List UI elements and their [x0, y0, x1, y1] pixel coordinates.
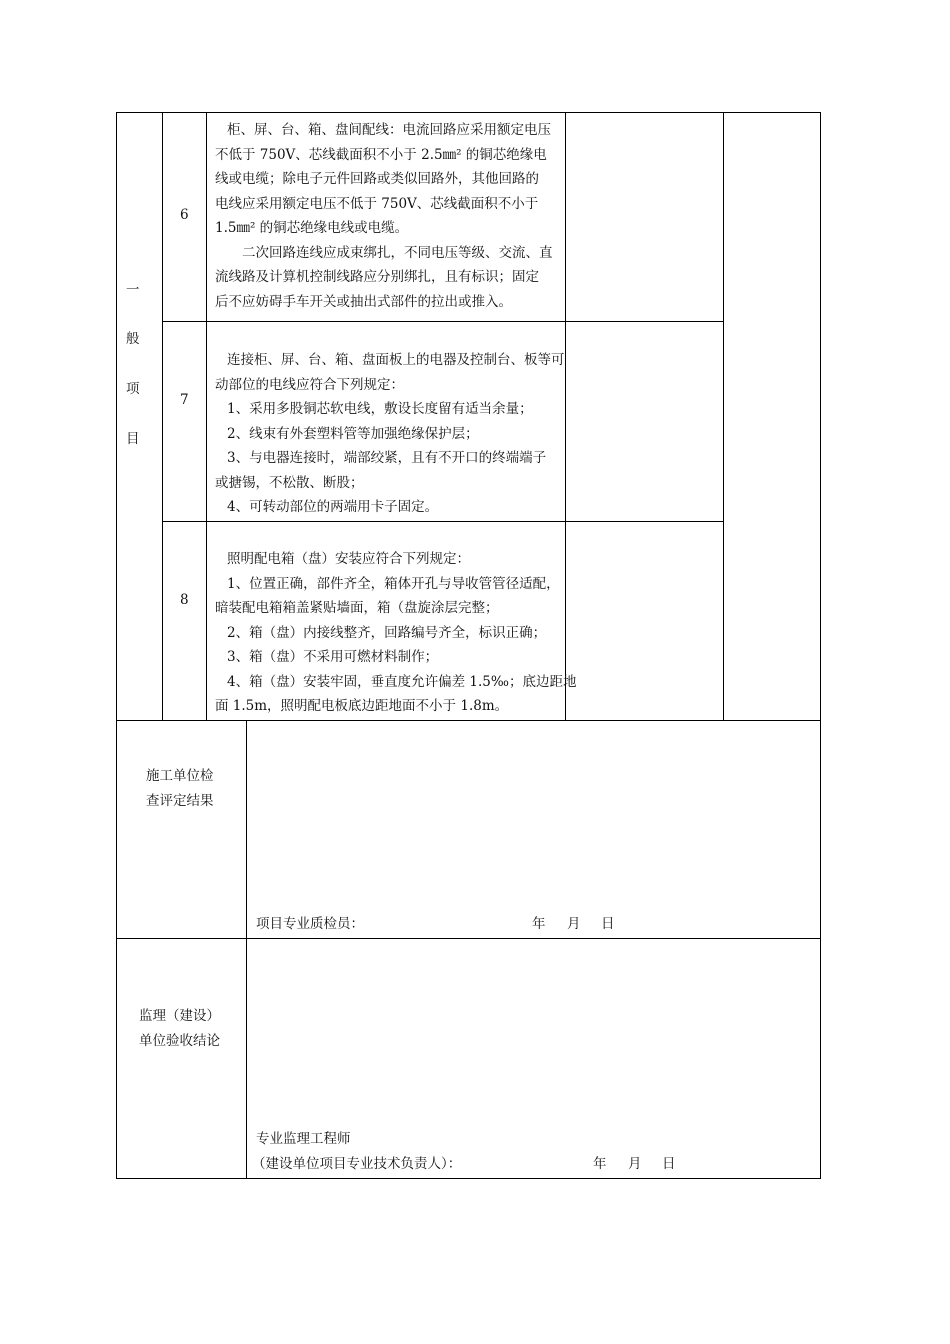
supervision-date-month: 月 [628, 1156, 642, 1172]
item-7-line-3: 1、采用多股铜芯软电线，敷设长度留有适当余量； [227, 401, 533, 417]
item-7-number: 7 [180, 392, 189, 408]
item-7-line-4: 2、线束有外套塑料管等加强绝缘保护层； [227, 425, 479, 442]
table-border-right [820, 112, 821, 1179]
row-divider-7-8 [162, 521, 723, 522]
item-6-line-3: 线或电缆；除电子元件回路或类似回路外，其他回路的 [215, 171, 539, 187]
construction-inspector-label: 项目专业质检员： [256, 916, 364, 932]
col-divider-result [723, 112, 724, 721]
item-6-number: 6 [180, 207, 189, 223]
supervision-date-year: 年 [593, 1156, 607, 1172]
item-6-line-2: 不低于 750V、芯线截面积不小于 2.5㎜² 的铜芯绝缘电 [215, 146, 547, 163]
item-8-line-1: 照明配电箱（盘）安装应符合下列规定： [227, 551, 470, 567]
supervision-date-day: 日 [662, 1156, 676, 1172]
table-border-bottom [116, 1178, 821, 1179]
item-7-line-2: 动部位的电线应符合下列规定： [215, 376, 404, 393]
table-border-top [116, 112, 821, 113]
item-8-line-5: 3、箱（盘）不采用可燃材料制作； [227, 649, 439, 665]
item-8-line-3: 暗装配电箱箱盖紧贴墙面，箱（盘旋涂层完整； [215, 600, 499, 616]
item-6-line-8: 后不应妨碍手车开关或抽出式部件的拉出或推入。 [215, 293, 512, 310]
item-6-line-4: 电线应采用额定电压不低于 750V、芯线截面积不小于 [215, 195, 539, 212]
col-divider-section [162, 112, 163, 721]
supervision-label-line-2: 单位验收结论 [139, 1033, 220, 1049]
row-divider-construction-end [116, 938, 821, 939]
item-8-line-6: 4、箱（盘）安装牢固，垂直度允许偏差 1.5‰；底边距地 [227, 673, 577, 690]
row-divider-items-end [116, 720, 821, 721]
section-label-char-2: 般 [126, 331, 140, 347]
section-label-char-1: 一 [126, 282, 140, 298]
row-divider-6-7 [162, 321, 723, 322]
section-label-char-3: 项 [126, 381, 140, 397]
item-8-content [215, 547, 576, 719]
item-7-line-1: 连接柜、屏、台、箱、盘面板上的电器及控制台、板等可 [227, 352, 565, 368]
item-6-line-6: 二次回路连线应成束绑扎，不同电压等级、交流、直 [242, 244, 553, 261]
supervision-engineer-line-1: 专业监理工程师 [256, 1131, 351, 1147]
item-6-line-7: 流线路及计算机控制线路应分别绑扎，且有标识；固定 [215, 269, 539, 285]
supervision-label-line-1: 监理（建设） [139, 1008, 220, 1024]
item-6-content [215, 118, 553, 314]
construction-date-month: 月 [567, 916, 581, 932]
item-6-line-1: 柜、屏、台、箱、盘间配线：电流回路应采用额定电压 [227, 122, 551, 138]
item-6-line-5: 1.5㎜² 的铜芯绝缘电线或电缆。 [215, 220, 409, 236]
col-divider-signoff [246, 720, 247, 1179]
item-8-line-4: 2、箱（盘）内接线整齐，回路编号齐全，标识正确； [227, 624, 547, 641]
item-8-number: 8 [180, 592, 189, 608]
item-7-line-6: 或搪锡，不松散、断股； [215, 474, 364, 491]
table-border-left [116, 112, 117, 1179]
section-label-char-4: 目 [126, 431, 140, 447]
construction-date-year: 年 [532, 916, 546, 932]
col-divider-number [206, 112, 207, 721]
construction-label-line-2: 查评定结果 [146, 793, 214, 809]
item-8-line-2: 1、位置正确，部件齐全，箱体开孔与导收管管径适配， [227, 575, 560, 592]
item-7-line-7: 4、可转动部位的两端用卡子固定。 [227, 499, 439, 515]
construction-label-line-1: 施工单位检 [146, 768, 214, 784]
construction-date-day: 日 [601, 916, 615, 932]
supervision-engineer-line-2: （建设单位项目专业技术负责人）： [252, 1156, 462, 1172]
item-8-line-7: 面 1.5m，照明配电板底边距地面不小于 1.8m。 [215, 698, 509, 714]
item-7-line-5: 3、与电器连接时，端部绞紧，且有不开口的终端端子 [227, 450, 547, 466]
item-7-content [215, 348, 565, 520]
